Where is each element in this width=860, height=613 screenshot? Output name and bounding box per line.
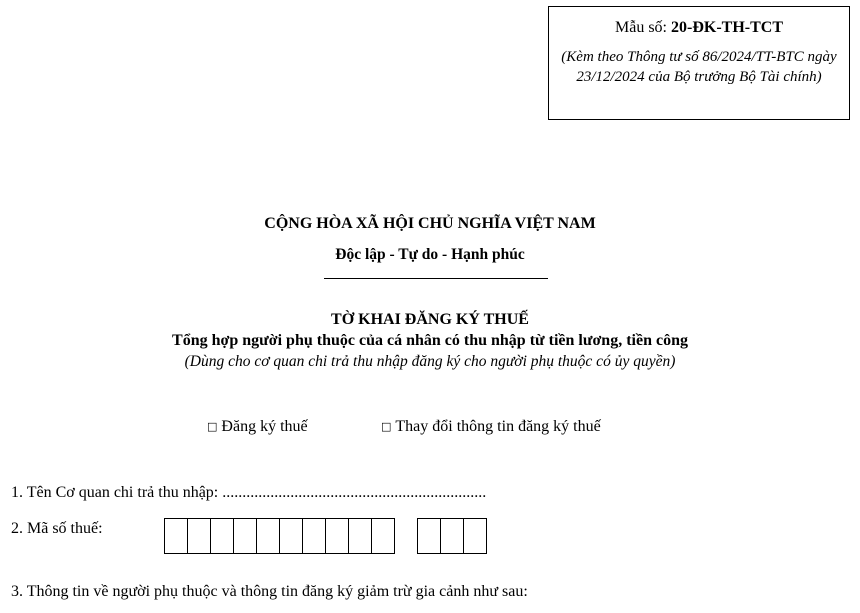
tax-code-digit-cell[interactable] xyxy=(326,519,349,553)
form-number-box xyxy=(548,6,850,120)
tax-code-grid-main[interactable] xyxy=(164,518,395,554)
tax-code-branch-cell[interactable] xyxy=(418,519,441,553)
tax-code-digit-cell[interactable] xyxy=(372,519,395,553)
document-subtitle: Tổng hợp người phụ thuộc của cá nhân có thu nhập từ tiền lương, tiền công xyxy=(172,332,688,349)
tax-code-digit-cell[interactable] xyxy=(303,519,326,553)
tax-code-digit-cell[interactable] xyxy=(349,519,372,553)
tax-code-digit-cell[interactable] xyxy=(165,519,188,553)
register-tax-checkbox[interactable]: □ xyxy=(207,420,218,433)
register-tax-option[interactable] xyxy=(207,418,308,436)
motto-underline xyxy=(324,278,548,279)
form-legal-note: (Kèm theo Thông tư số 86/2024/TT-BTC ngày 23/12/2024 của Bộ trưởng Bộ Tài chính) xyxy=(561,49,837,85)
tax-code-branch-cell[interactable] xyxy=(464,519,487,553)
form-code: 20-ĐK-TH-TCT xyxy=(671,19,783,36)
register-tax-label: Đăng ký thuế xyxy=(221,418,308,435)
tax-code-digit-cell[interactable] xyxy=(234,519,257,553)
form-number xyxy=(549,18,849,38)
nation-heading: CỘNG HÒA XÃ HỘI CHỦ NGHĨA VIỆT NAM xyxy=(264,215,596,232)
tax-code-digit-cell[interactable] xyxy=(280,519,303,553)
payer-name-field[interactable]: 1. Tên Cơ quan chi trả thu nhập: .................................................................. xyxy=(11,484,487,501)
document-title: TỜ KHAI ĐĂNG KÝ THUẾ xyxy=(331,311,529,328)
change-info-option[interactable] xyxy=(381,418,601,436)
document-usage-note: (Dùng cho cơ quan chi trả thu nhập đăng ký cho người phụ thuộc có ủy quyền) xyxy=(184,353,676,370)
tax-code-grid-branch[interactable] xyxy=(417,518,487,554)
tax-code-digit-cell[interactable] xyxy=(257,519,280,553)
tax-code-digit-cell[interactable] xyxy=(211,519,234,553)
tax-code-branch-cell[interactable] xyxy=(441,519,464,553)
change-info-checkbox[interactable]: □ xyxy=(381,420,392,433)
tax-code-label: 2. Mã số thuế: xyxy=(11,520,103,537)
tax-code-digit-cell[interactable] xyxy=(188,519,211,553)
section-3-heading: 3. Thông tin về người phụ thuộc và thông tin đăng ký giảm trừ gia cảnh như sau: xyxy=(11,583,528,600)
change-info-label: Thay đổi thông tin đăng ký thuế xyxy=(395,418,601,435)
national-motto: Độc lập - Tự do - Hạnh phúc xyxy=(335,246,525,263)
form-number-label: Mẫu số: xyxy=(615,19,671,36)
